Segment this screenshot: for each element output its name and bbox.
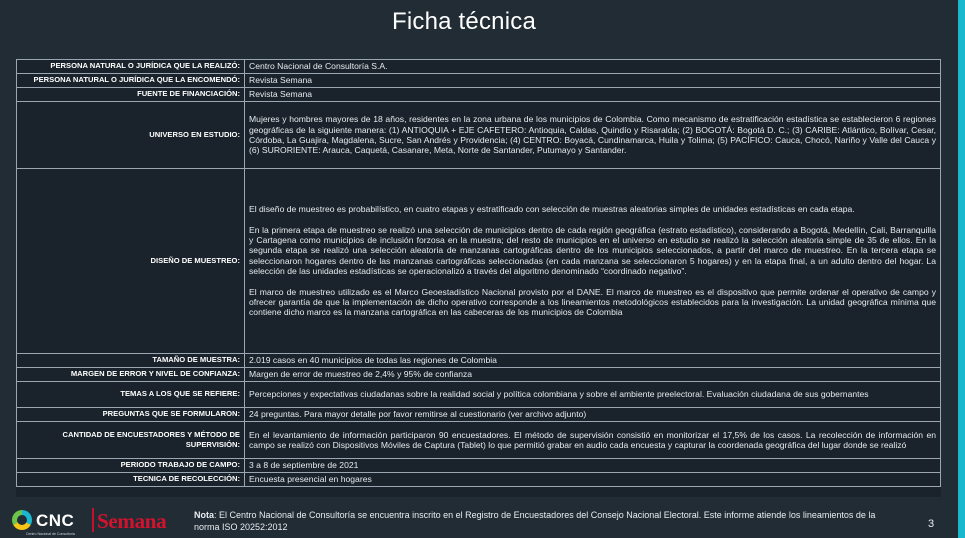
row-label: CANTIDAD DE ENCUESTADORES Y MÉTODO DE SUPERVISIÓN: bbox=[17, 422, 245, 459]
row-value: Revista Semana bbox=[245, 74, 941, 88]
row-label: UNIVERSO EN ESTUDIO: bbox=[17, 102, 245, 169]
row-label: TECNICA DE RECOLECCIÓN: bbox=[17, 473, 245, 487]
row-value: Centro Nacional de Consultoría S.A. bbox=[245, 60, 941, 74]
row-value: En el levantamiento de información participaron 90 encuestadores. El método de supervisión consistió en monitorizar el 17,5% de los casos. La recolección de información en campo se realizó con Dispositivos Móviles de Captura (Tablet) lo que permitió grabar en audio cada encuesta y capturar la coordenada geográfica del lugar donde se realizó bbox=[245, 422, 941, 459]
row-value: Encuesta presencial en hogares bbox=[245, 473, 941, 487]
row-value: Revista Semana bbox=[245, 88, 941, 102]
cnc-logo-icon bbox=[12, 510, 32, 530]
accent-bar bbox=[958, 0, 965, 538]
table-row bbox=[17, 169, 941, 354]
footer-note bbox=[194, 509, 894, 533]
table-row bbox=[17, 408, 941, 422]
note-text: : El Centro Nacional de Consultoría se encuentra inscrito en el Registro de Encuestadores del Consejo Nacional Electoral. Este informe atiende los lineamientos de la norma ISO 20252:2012 bbox=[194, 510, 876, 532]
row-label: FUENTE DE FINANCIACIÓN: bbox=[17, 88, 245, 102]
technical-sheet-table bbox=[16, 59, 941, 487]
row-label: PERIODO TRABAJO DE CAMPO: bbox=[17, 459, 245, 473]
table-row bbox=[17, 459, 941, 473]
table-row bbox=[17, 60, 941, 74]
semana-logo: Semana bbox=[97, 509, 167, 533]
row-label: PREGUNTAS QUE SE FORMULARON: bbox=[17, 408, 245, 422]
row-value: El diseño de muestreo es probabilístico, en cuatro etapas y estratificado con selección de muestras aleatorias simples de unidades estadísticas en cada etapa. En la primera etapa de muestreo se realizó una selección de municipios dentro de cada región geográfica (estrato estadístico), considerando a Bogotá, Medellín, Cali, Barranquilla y Cartagena como municipios de inclusión forzosa en la muestra; del resto de municipios en el universo en estudio se realizó la selección aleatoria simple de 35 de ellos. En la segunda etapa se realizó una selección aleatoria de manzanas cartográficas dentro de los municipios seleccionados, a partir del marco de muestreo. En la tercera etapa se seleccionaron hogares dentro de las manzanas cartográficas seleccionadas (en cada manzana se seleccionaron 5 hogares) y en la etapa final, a un adulto dentro del hogar. La selección de las unidades estadísticas se operacionalizó a través del algoritmo denominado “coordinado negativo”. El marco de muestreo utilizado es el Marco Geoestadístico Nacional provisto por el DANE. El marco de muestreo es el dispositivo que permite ordenar el operativo de campo y ofrecer garantía de que la implementación de dicho operativo corresponde a los lineamientos metodológicos establecidos para la investigación. La unidad geográfica mínima que contiene dicho marco es la manzana cartográfica en las cabeceras de los municipios de Colombia bbox=[245, 169, 941, 354]
table-row bbox=[17, 102, 941, 169]
row-label: TAMAÑO DE MUESTRA: bbox=[17, 354, 245, 368]
page-number: 3 bbox=[928, 518, 935, 530]
row-label: TEMAS A LOS QUE SE REFIERE: bbox=[17, 382, 245, 408]
logo-separator bbox=[92, 508, 94, 532]
table-row bbox=[17, 473, 941, 487]
row-value: 24 preguntas. Para mayor detalle por favor remitirse al cuestionario (ver archivo adjunto) bbox=[245, 408, 941, 422]
table-row bbox=[17, 368, 941, 382]
table-row bbox=[17, 382, 941, 408]
row-label: PERSONA NATURAL O JURÍDICA QUE LA REALIZÓ: bbox=[17, 60, 245, 74]
row-label: MARGEN DE ERROR Y NIVEL DE CONFIANZA: bbox=[17, 368, 245, 382]
table-row bbox=[17, 74, 941, 88]
cnc-logo bbox=[12, 508, 92, 534]
table-row bbox=[17, 354, 941, 368]
note-label: Nota bbox=[194, 510, 214, 520]
page-title: Ficha técnica bbox=[392, 8, 536, 35]
row-value: Mujeres y hombres mayores de 18 años, residentes en la zona urbana de los municipios de Colombia. Como mecanismo de estratificación estadística se establecieron 6 regiones geográficas de la siguiente manera: (1) ANTIOQUIA + EJE CAFETERO: Antioquia, Caldas, Quindío y Risaralda; (2) BOGOTÁ: Bogotá D. C.; (3) CARIBE: Atlántico, Bolívar, Cesar, Córdoba, La Guajira, Magdalena, Sucre, San Andrés y Providencia; (4) CENTRO: Boyacá, Cundinamarca, Huila y Tolima; (5) PACÍFICO: Cauca, Chocó, Nariño y Valle del Cauca y (6) SURORIENTE: Arauca, Caquetá, Casanare, Meta, Norte de Santander, Putumayo y Santander. bbox=[245, 102, 941, 169]
cnc-logo-text: CNC bbox=[36, 511, 75, 530]
row-value: Margen de error de muestreo de 2,4% y 95% de confianza bbox=[245, 368, 941, 382]
row-value: 2.019 casos en 40 municipios de todas las regiones de Colombia bbox=[245, 354, 941, 368]
cnc-logo-subtitle: Centro Nacional de Consultoría bbox=[26, 532, 75, 536]
row-label: PERSONA NATURAL O JURÍDICA QUE LA ENCOMENDÓ: bbox=[17, 74, 245, 88]
row-value: Percepciones y expectativas ciudadanas sobre la realidad social y política colombiana y sobre el ambiente preelectoral. Evaluación ciudadana de sus gobernantes bbox=[245, 382, 941, 408]
table-row bbox=[17, 422, 941, 459]
row-label: DISEÑO DE MUESTREO: bbox=[17, 169, 245, 354]
table-row bbox=[17, 88, 941, 102]
row-value: 3 a 8 de septiembre de 2021 bbox=[245, 459, 941, 473]
